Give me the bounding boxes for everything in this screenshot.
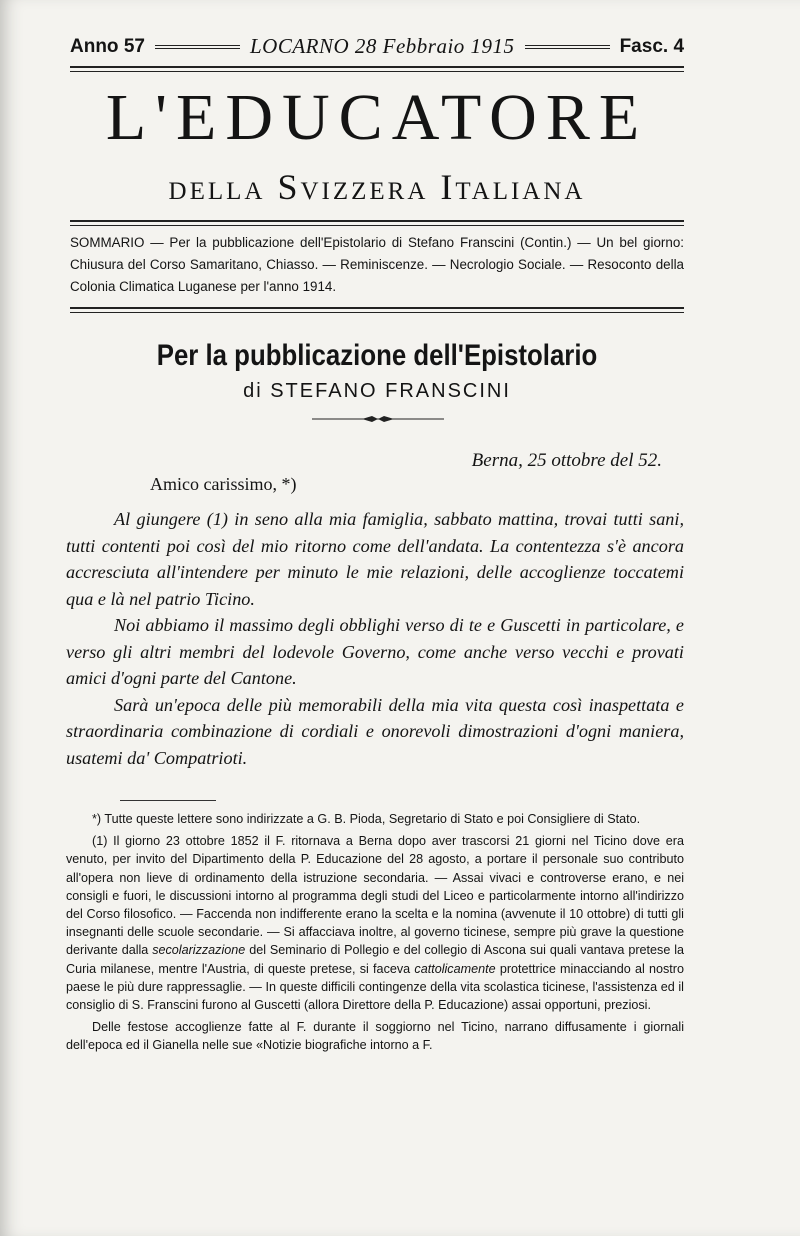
issue-date: LOCARNO 28 Febbraio 1915 [249,34,515,58]
letter-dateline: Berna, 25 ottobre del 52. [471,450,662,471]
section-rule [70,307,684,313]
issue-year: Anno 57 [70,35,145,57]
journal-title: L'EDUCATORE [105,81,649,154]
footnotes [66,810,684,1059]
letter-paragraph: Al giungere (1) in seno alla mia famiglia, sabbato mattina, trovai tutti sani, tutti contenti poi così del mio ritorno come dell'andata. La contentezza s'è ancora accresciuta all'intendere per minuto le mie relazioni, delle accoglienze toccatemi qua e là nel patrio Ticino. [66,509,684,609]
footnote-emphasis: secolarizzazione [152,943,246,958]
letter-paragraph: Sarà un'epoca delle più memorabili della mia vita questa così inaspettata e straordinaria combinazione di cordiali e onorevoli dimostrazioni d'ogni maniera, usatemi da' Compatrioti. [66,694,684,768]
footnote-continuation: Delle festose accoglienze fatte al F. durante il soggiorno nel Ticino, narrano diffusamente i giornali dell'epoca ed il Gianella nelle sue «Notizie biografiche intorno a F. [66,1020,684,1053]
header-divider [525,45,610,49]
table-of-contents: SOMMARIO — Per la pubblicazione dell'Epistolario di Stefano Franscini (Contin.) — Un bel giorno: Chiusura del Corso Samaritano, Chiasso. — Reminiscenze. — Necrologio Sociale. — Resoconto della Colonia Climatica Luganese per l'anno 1914. [70,235,684,294]
footnote-emphasis: cattolicamente [414,961,496,976]
letter-paragraph: Noi abbiamo il massimo degli obblighi verso di te e Guscetti in particolare, e verso gli altri membri del lodevole Governo, come anche verso vecchi e provati amici d'ogni parte del Cantone. [66,615,684,688]
journal-subtitle: della Svizzera Italiana [168,167,586,207]
masthead-rule-bottom [70,220,684,226]
article-subtitle: di STEFANO FRANSCINI [243,380,511,402]
footnote-rule [120,800,216,801]
issue-number: Fasc. 4 [619,35,685,57]
header-divider [155,45,240,49]
issue-header [70,34,684,59]
footnote-text: (1) Il giorno 23 ottobre 1852 il F. ritornava a Berna dopo aver trascorsi 21 giorni nel Ticino dove era venuto, per invito del Dipartimento della P. Educazione del 28 agosto, a portare il personale suo contributo all'opera non lieve di ordinamento della istruzione secondaria. — Assai vivaci e controverse erano, e nei consigli e fuori, le discussioni intorno al programma degli studi del Liceo e particolarmente intorno all'indirizzo del Corso filosofico. — Faccenda non indifferente erano la scelta e la nomina (avvenute il 10 ottobre) di tutti gli insegnanti delle scuole secondarie. — Si affacciava inoltre, al governo ticinese, sempre più grave la questione derivante dalla [66,834,684,958]
footnote-star: *) Tutte queste lettere sono indirizzate a G. B. Pioda, Segretario di Stato e poi Consigliere di Stato. [92,812,641,826]
footnote-text: del Seminario di Pollegio e del collegio di Ascona sui quali vantava pretese la Curia milanese, mentre l'Austria, di queste pretese, si faceva [66,943,685,976]
letter-salutation: Amico carissimo, *) [150,474,297,494]
masthead-rule-top [70,66,684,72]
footnote-1 [66,832,684,1014]
footnote-text: protettrice minacciando al nostro paese le più dure rappressaglie. — In queste difficili contingenze della vita scolastica ticinese, l'assistenza ed il consiglio di S. Franscini furono al Guscetti (allora Direttore della P. Educazione) assai opportuni, preziosi. [66,961,685,1013]
ornament-divider [312,414,444,424]
article-title: Per la pubblicazione dell'Epistolario [156,339,598,372]
letter-body [66,506,684,771]
